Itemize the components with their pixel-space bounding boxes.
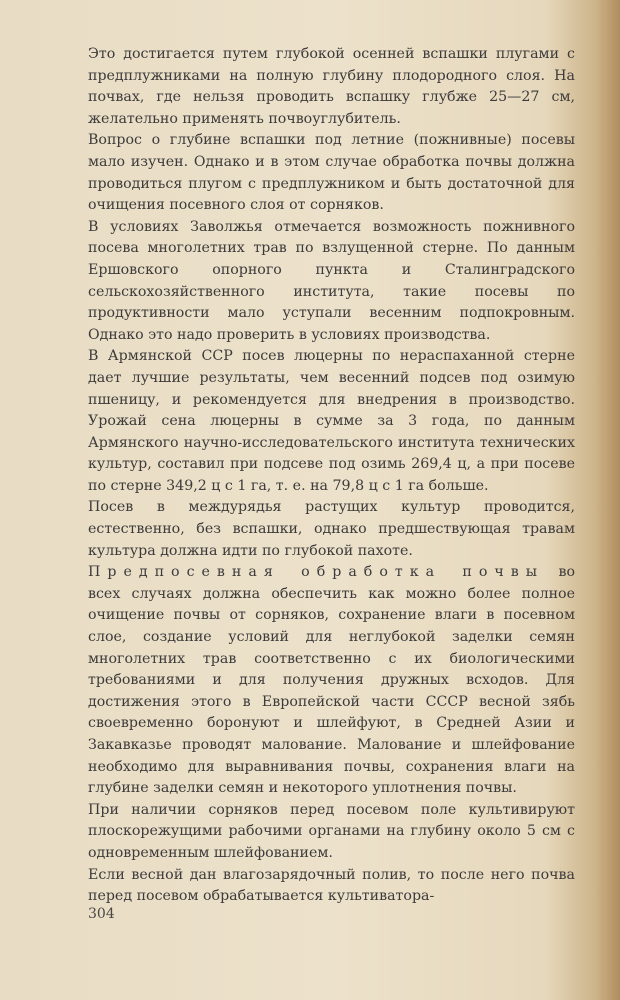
spaced-lead-phrase: Предпосевная обработка почвы xyxy=(88,564,545,581)
page-number: 304 xyxy=(88,906,115,922)
paragraph-2: Вопрос о глубине вспашки под летние (пожнивные) посевы мало изучен. Однако и в этом случае обработка почвы должна проводиться плугом с предплужником и быть достаточной для очищения посевного слоя от сорняков. xyxy=(88,132,575,214)
paragraph-6-body: во всех случаях должна обеспечить как можно более полное очищение почвы от сорняков, сохранение влаги в посевном слое, создание условий для неглубокой заделки семян многолетних трав соответственно с их биологическими требованиями и для получения дружных всходов. Для достижения этого в Европейской части СССР весной зябь своевременно боронуют и шлейфуют, в Средней Азии и Закавказье проводят малование. Малование и шлейфование необходимо для выравнивания почвы, сохранения влаги на глубине заделки семян и некоторого уплотнения почвы. xyxy=(88,564,575,797)
paragraph-4: В Армянской ССР посев люцерны по нераспаханной стерне дает лучшие результаты, чем весенний подсев под озимую пшеницу, и рекомендуется для внедрения в производство. Урожай сена люцерны в сумме за 3 года, по данным Армянского научно-исследовательского института технических культур, составил при подсеве под озимь 269,4 ц, а при посеве по стерне 349,2 ц с 1 га, т. е. на 79,8 ц с 1 га больше. xyxy=(88,348,575,494)
paragraph-3: В условиях Заволжья отмечается возможность пожнивного посева многолетних трав по взлущенной стерне. По данным Ершовского опорного пункта и Сталинградского сельскохозяйственного института, такие посевы по продуктивности мало уступали весенним подпокровным. Однако это надо проверить в условиях производства. xyxy=(88,218,575,343)
paragraph-5: Посев в междурядья растущих культур проводится, естественно, без вспашки, однако предшествующая травам культура должна идти по глубокой пахоте. xyxy=(88,499,575,559)
page-text xyxy=(88,44,575,908)
paragraph-7: При наличии сорняков перед посевом поле культивируют плоскорежущими рабочими органами на глубину около 5 см с одновременным шлейфованием. xyxy=(88,801,575,861)
paragraph-6 xyxy=(88,562,575,800)
paragraph-8: Если весной дан влагозарядочный полив, то после него почва перед посевом обрабатывается культиватора- xyxy=(88,866,575,905)
paragraph-1: Это достигается путем глубокой осенней вспашки плугами с предплужниками на полную глубину плодородного слоя. На почвах, где нельзя проводить вспашку глубже 25—27 см, желательно применять почвоуглубитель. xyxy=(88,46,575,127)
